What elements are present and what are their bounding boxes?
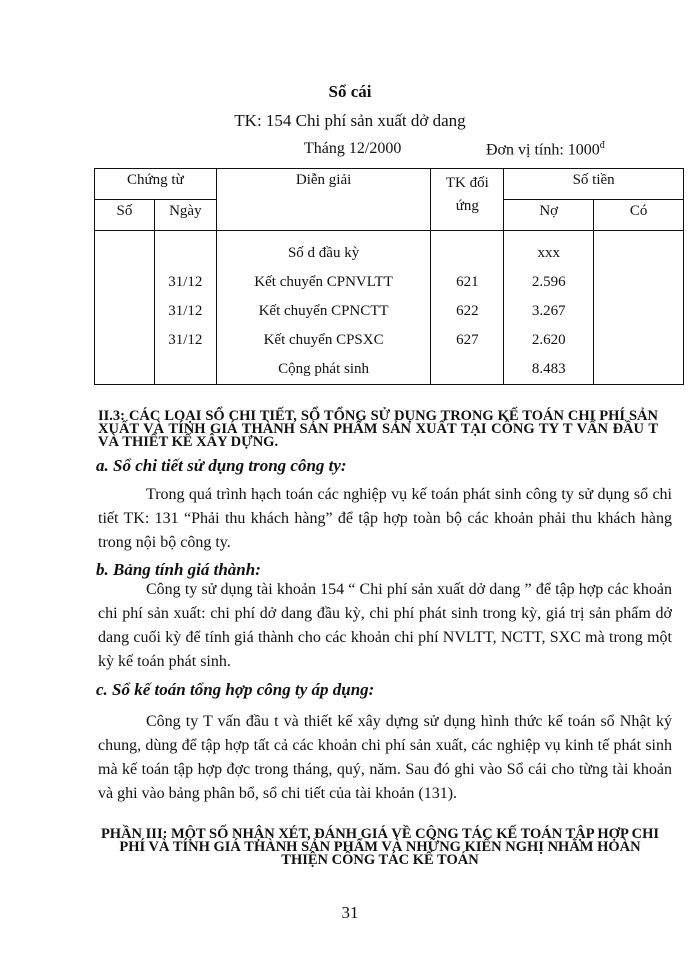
- cell-credit: [594, 297, 684, 326]
- cell-debit: 8.483: [504, 355, 594, 385]
- cell-date: [154, 355, 216, 385]
- subsection-c-body: Công ty T vấn đầu t và thiết kế xây dựng sử dụng hình thức kế toán sổ Nhật ký chung, dùng để tập hợp tất cả các khoản chi phí sản xuất, các nghiệp vụ kinh tế phát sinh mà kế toán tập hợp đợc trong tháng, quý, năm. Sau đó ghi vào Sổ cái cho từng tài khoản và ghi vào bảng phân bổ, sổ chi tiết của tài khoản (131).: [98, 713, 672, 802]
- cell-no: [95, 355, 155, 385]
- table-row: [95, 326, 684, 355]
- cell-date: 31/12: [154, 326, 216, 355]
- cell-desc: Cộng phát sinh: [216, 355, 431, 385]
- cell-date: 31/12: [154, 297, 216, 326]
- ledger-month: Tháng 12/2000: [304, 140, 402, 157]
- subsection-c-heading: c. Sổ kế toán tổng hợp công ty áp dụng:: [96, 680, 375, 699]
- subsection-b-heading: b. Bảng tính giá thành:: [96, 560, 261, 579]
- cell-desc: Kết chuyển CPNVLTT: [216, 268, 431, 297]
- ledger-unit: [486, 140, 605, 159]
- subsection-b-body: Công ty sử dụng tài khoản 154 “ Chi phí sản xuất dở dang ” để tập hợp các khoản chi phí sản xuất: chi phí dở dang đầu kỳ, chi phí phát sinh trong kỳ, giá trị sản phẩm dở dang cuối kỳ để tính giá thành cho các khoản chi phí NVLTT, NCTT, SXC mà trong một kỳ kế toán phát sinh.: [98, 581, 672, 670]
- header-voucher: Chứng từ: [95, 169, 217, 200]
- subsection-a-heading: a. Sổ chi tiết sử dụng trong công ty:: [96, 456, 347, 475]
- header-credit: Có: [594, 200, 684, 231]
- cell-desc: Kết chuyển CPNCTT: [216, 297, 431, 326]
- table-row: [95, 355, 684, 385]
- cell-account: [431, 231, 504, 269]
- table-row: [95, 268, 684, 297]
- cell-account: 627: [431, 326, 504, 355]
- table-row: [95, 231, 684, 269]
- page-number: 31: [341, 903, 359, 922]
- cell-debit: xxx: [504, 231, 594, 269]
- ledger-unit-sup: đ: [599, 140, 605, 151]
- cell-desc: Kết chuyển CPSXC: [216, 326, 431, 355]
- cell-debit: 2.596: [504, 268, 594, 297]
- cell-account: 622: [431, 297, 504, 326]
- header-no: Số: [95, 200, 155, 231]
- header-amount: Số tiền: [504, 169, 684, 200]
- cell-date: 31/12: [154, 268, 216, 297]
- header-desc: Diễn giải: [216, 169, 431, 231]
- table-row: [95, 297, 684, 326]
- subsection-c-text: [98, 710, 672, 806]
- cell-date: [154, 231, 216, 269]
- cell-no: [95, 326, 155, 355]
- subsection-a-body: Trong quá trình hạch toán các nghiệp vụ kế toán phát sinh công ty sử dụng sổ chi tiết TK: 131 “Phải thu khách hàng” để tập hợp toàn bộ các khoản phải thu khách hàng trong nội bộ công ty.: [98, 486, 672, 551]
- cell-credit: [594, 231, 684, 269]
- section-heading: II.3: CÁC LOẠI SỔ CHI TIẾT, SỔ TỔNG SỬ DỤNG TRONG KẾ TOÁN CHI PHÍ SẢN XUẤT VÀ TÍNH GIÁ THÀNH SẢN PHẨM SẢN XUẤT TẠI CÔNG TY T VẤN ĐẦU T VÀ THIẾT KẾ XÂY DỰNG.: [98, 408, 658, 450]
- header-date: Ngày: [154, 200, 216, 231]
- ledger-table: [94, 168, 684, 385]
- cell-no: [95, 297, 155, 326]
- header-account: TK đối ứng: [431, 169, 504, 231]
- cell-debit: 2.620: [504, 326, 594, 355]
- cell-account: [431, 355, 504, 385]
- part-heading: PHẦN III: MỘT SỐ NHẬN XÉT, ĐÁNH GIÁ VỀ CÔNG TÁC KẾ TOÁN TẬP HỢP CHI PHÍ VÀ TÍNH GIÁ THÀNH SẢN PHẨM VÀ NHỮNG KIẾN NGHỊ NHẰM HOÀN THIỆN CÔNG TÁC KẾ TOÁN: [100, 826, 660, 868]
- cell-no: [95, 268, 155, 297]
- cell-credit: [594, 355, 684, 385]
- subsection-b-text: [98, 578, 672, 674]
- ledger-subtitle: TK: 154 Chi phí sản xuất dở dang: [234, 111, 466, 130]
- cell-no: [95, 231, 155, 269]
- header-debit: Nợ: [504, 200, 594, 231]
- cell-desc: Số d đầu kỳ: [216, 231, 431, 269]
- cell-credit: [594, 268, 684, 297]
- ledger-title: Sổ cái: [328, 82, 372, 101]
- cell-debit: 3.267: [504, 297, 594, 326]
- cell-account: 621: [431, 268, 504, 297]
- subsection-a-text: [98, 483, 672, 555]
- cell-credit: [594, 326, 684, 355]
- ledger-unit-text: Đơn vị tính: 1000: [486, 141, 600, 159]
